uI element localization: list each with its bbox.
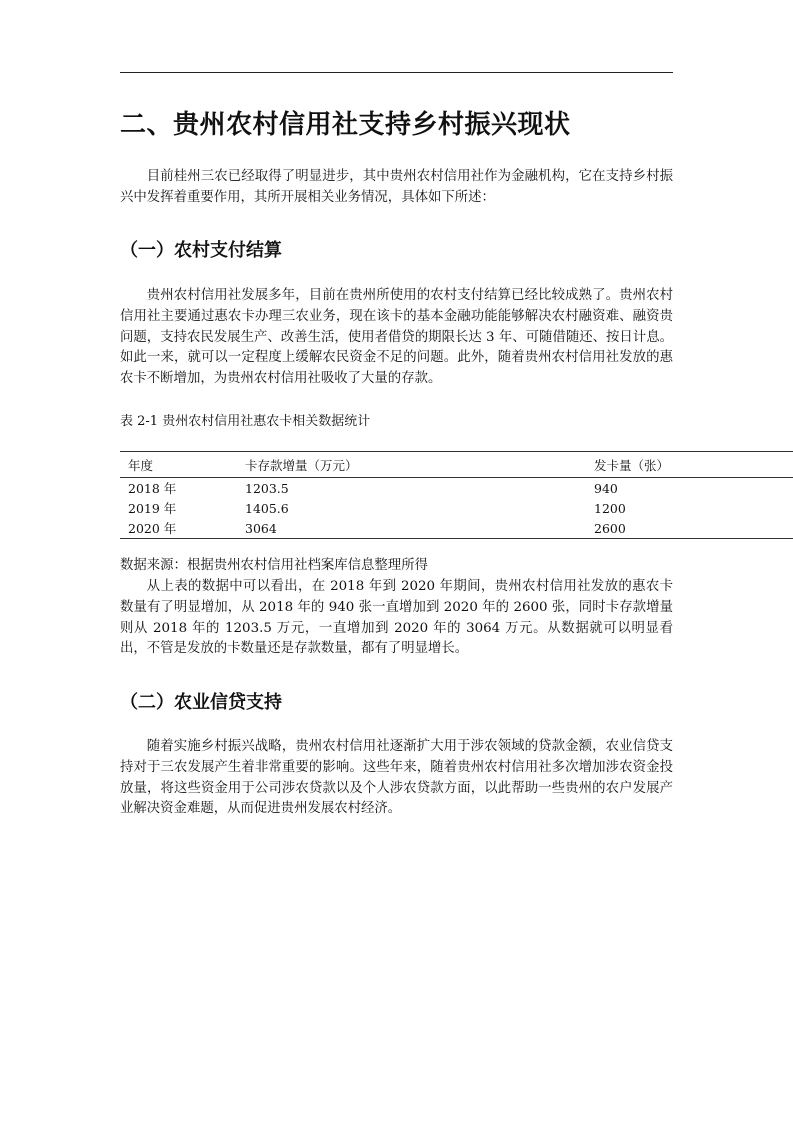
section-heading-credit: （二）农业信贷支持 <box>120 692 282 713</box>
payment-paragraph: 贵州农村信用社发展多年，目前在贵州所使用的农村支付结算已经比较成熟了。贵州农村信用社主要通过惠农卡办理三农业务，现在该卡的基本金融功能能够解决农村融资难、融资贵问题，支持农民发展生产、改善生活，使用者借贷的期限长达 3 年、可随借随还、按日计息。如此一来，就可以一定程度上缓解农民资金不足的问题。此外，随着贵州农村信用社发放的惠农卡不断增加，为贵州农村信用社吸收了大量的存款。 <box>120 288 673 387</box>
table-cell-year: 2019 年 <box>128 501 177 516</box>
table-cell-year: 2020 年 <box>120 518 237 539</box>
table-row <box>120 478 793 499</box>
column-header-deposit: 卡存款增量（万元） <box>237 452 586 478</box>
table-cell-cards: 940 <box>594 480 618 496</box>
table-row <box>120 518 793 539</box>
table-cell-cards: 2600 <box>586 518 793 539</box>
intro-paragraph: 目前桂州三农已经取得了明显进步，其中贵州农村信用社作为金融机构，它在支持乡村振兴中发挥着重要作用，其所开展相关业务情况，具体如下所述： <box>120 169 673 205</box>
analysis-paragraph: 从上表的数据中可以看出，在 2018 年到 2020 年期间，贵州农村信用社发放的惠农卡数量有了明显增加，从 2018 年的 940 张一直增加到 2020 年的 2600 张，同时卡存款增量则从 2018 年的 1203.5 万元，一直增加到 2020 年的 3064 万元。从数据就可以明显看出，不管是发放的卡数量还是存款数量，都有了明显增长。 <box>120 579 673 657</box>
column-header-year: 年度 <box>120 452 237 478</box>
table-cell-cards: 1200 <box>594 500 626 516</box>
section-heading-payment: （一）农村支付结算 <box>120 240 282 261</box>
table-cell-deposit: 1203.5 <box>245 480 289 496</box>
header-rule <box>120 72 673 73</box>
chapter-title: 二、贵州农村信用社支持乡村振兴现状 <box>120 110 571 140</box>
credit-paragraph: 随着实施乡村振兴战略，贵州农村信用社逐渐扩大用于涉农领域的贷款金额，农业信贷支持对于三农发展产生着非常重要的影响。这些年来，随着贵州农村信用社多次增加涉农资金投放量，将这些资金用于公司涉农贷款以及个人涉农贷款方面，以此帮助一些贵州的农户发展产业解决资金难题，从而促进贵州发展农村经济。 <box>120 739 673 817</box>
data-table <box>120 451 793 539</box>
source-note: 数据来源：根据贵州农村信用社档案库信息整理所得 <box>120 558 428 573</box>
table-header-row <box>120 452 793 478</box>
table-cell-deposit: 3064 <box>237 518 586 539</box>
table-cell-deposit: 1405.6 <box>245 500 289 516</box>
table-caption: 表 2-1 贵州农村信用社惠农卡相关数据统计 <box>120 414 371 429</box>
column-header-cards: 发卡量（张） <box>586 452 793 478</box>
table-cell-year: 2018 年 <box>128 481 177 496</box>
table-row <box>120 498 793 518</box>
